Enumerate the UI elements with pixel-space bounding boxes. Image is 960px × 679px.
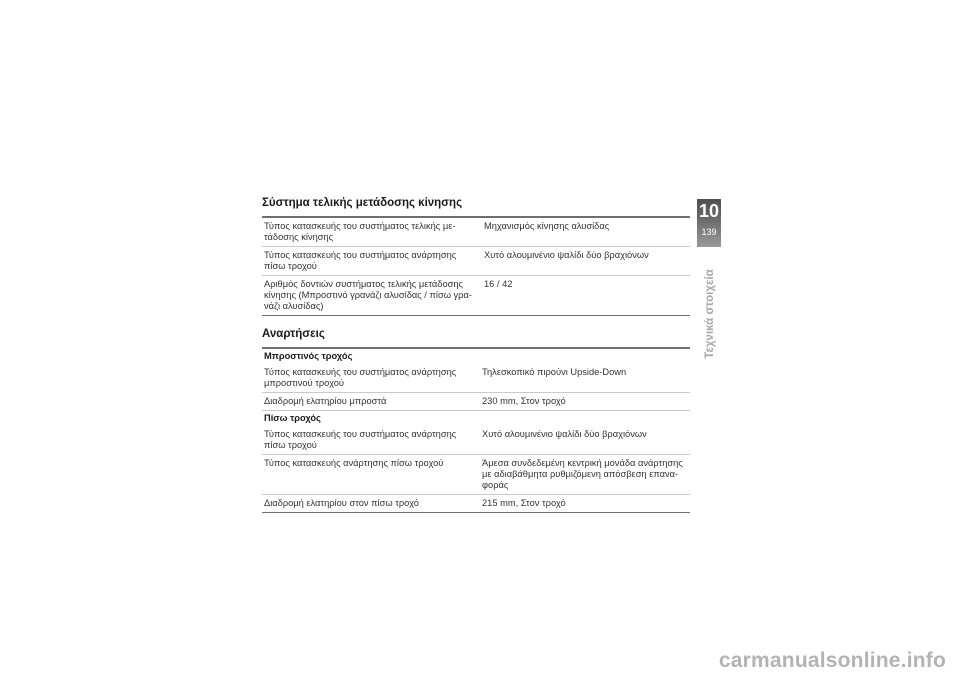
watermark-text: carmanualsonline.info [718,649,946,672]
final-drive-table [262,216,690,316]
spec-label: Τύπος κατασκευής του συστήματος ανάρτησης πίσω τροχού [262,247,478,276]
spec-value: 230 mm, Στον τροχό [476,393,690,411]
document-content [262,197,690,513]
spec-label: Διαδρομή ελατηρίου μπροστά [262,393,476,411]
table-row [262,455,690,495]
spec-label: Τύπος κατασκευής του συστήματος τελικής με- τάδοσης κίνησης [262,217,478,247]
table-row [262,393,690,411]
subheading-front-wheel: Μπροστινός τροχός [262,348,690,364]
spec-value: Χυτό αλουμινένιο ψαλίδι δύο βραχιόνων [476,426,690,455]
subheading-row [262,348,690,364]
suspension-table [262,347,690,513]
spec-label: Τύπος κατασκευής ανάρτησης πίσω τροχού [262,455,476,495]
chapter-number: 10 [698,201,720,221]
table-row [262,247,690,276]
section-title-final-drive: Σύστημα τελικής μετάδοσης κίνησης [262,197,463,209]
chapter-side-title: Τεχνικά στοιχεία [704,269,716,359]
spec-value: Άμεσα συνδεδεμένη κεντρική μονάδα ανάρτησης με αδιαβάθμητα ρυθμιζόμενη απόσβεση επανα- φοράς [476,455,690,495]
table-row [262,495,690,513]
spec-value: 215 mm, Στον τροχό [476,495,690,513]
spec-label: Αριθμός δοντιών συστήματος τελικής μετάδοσης κίνησης (Μπροστινό γρανάζι αλυσίδας / πίσω γρα- νάζι αλυσίδας) [262,276,478,316]
table-row [262,217,690,247]
spec-value: Χυτό αλουμινένιο ψαλίδι δύο βραχιόνων [478,247,690,276]
page-number: 139 [701,227,717,237]
table-row [262,426,690,455]
subheading-row [262,411,690,427]
table-row [262,364,690,393]
spec-value: 16 / 42 [478,276,690,316]
chapter-tab [697,199,721,247]
spec-label: Διαδρομή ελατηρίου στον πίσω τροχό [262,495,476,513]
spec-value: Τηλεσκοπικό πιρούνι Upside-Down [476,364,690,393]
spec-value: Μηχανισμός κίνησης αλυσίδας [478,217,690,247]
spec-label: Τύπος κατασκευής του συστήματος ανάρτησης πίσω τροχού [262,426,476,455]
section-title-suspension: Αναρτήσεις [262,328,325,340]
table-row [262,276,690,316]
spec-label: Τύπος κατασκευής του συστήματος ανάρτησης μπροστινού τροχού [262,364,476,393]
subheading-rear-wheel: Πίσω τροχός [264,413,321,423]
